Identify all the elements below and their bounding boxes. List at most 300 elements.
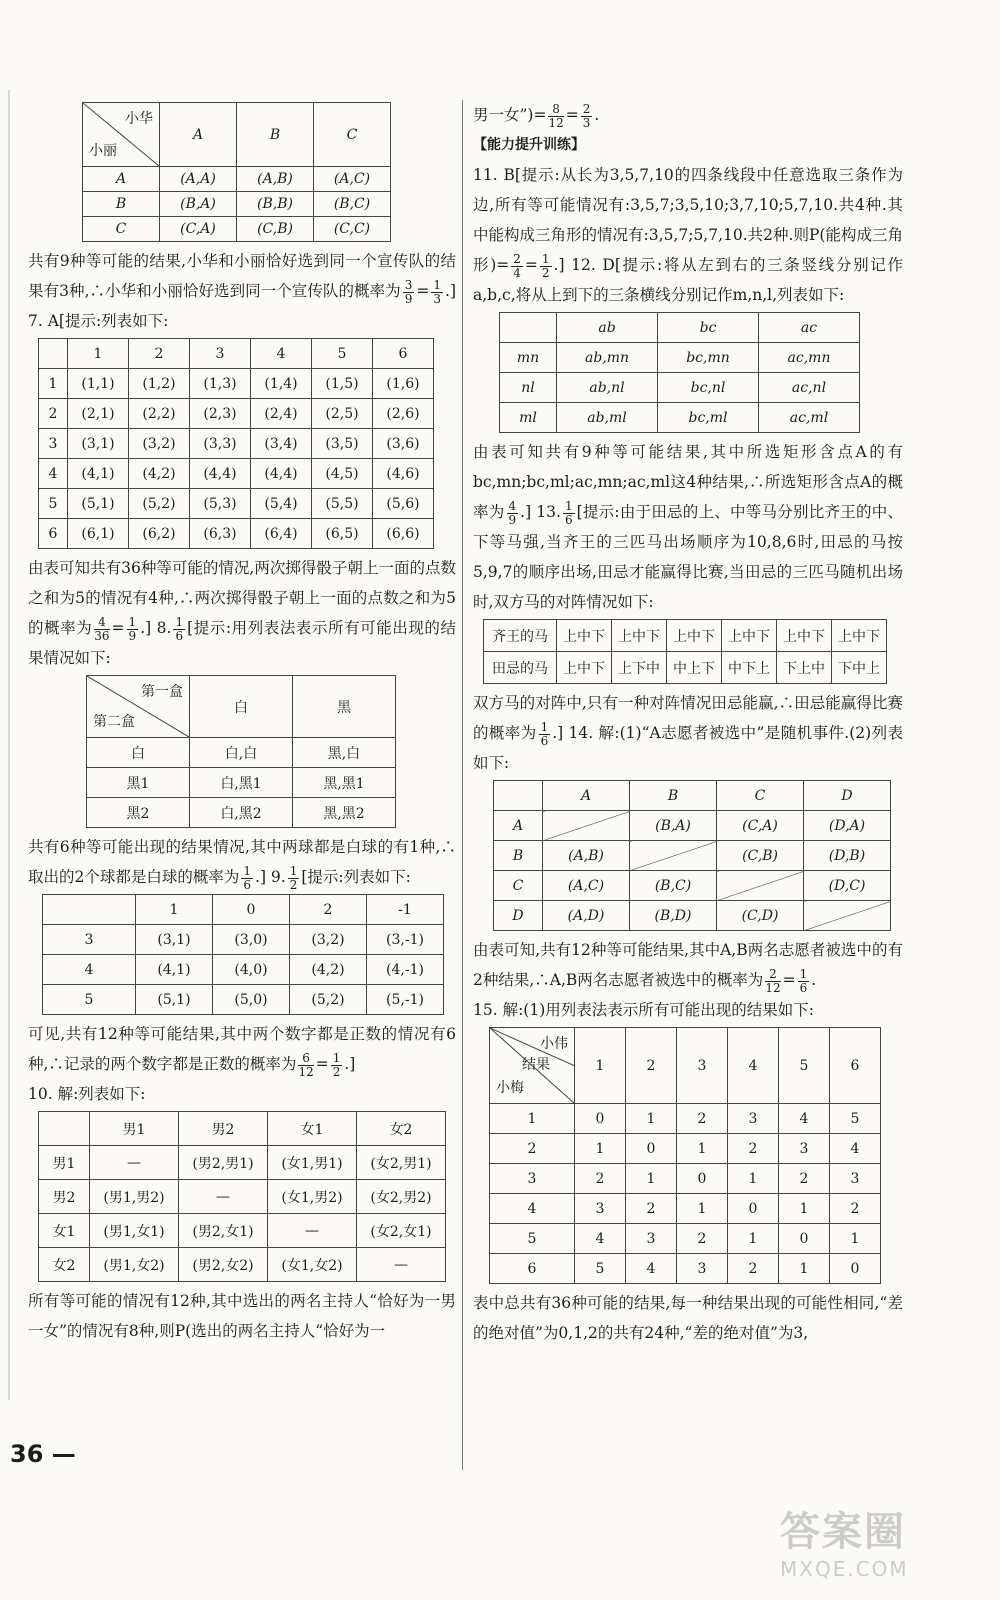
table-cell: (3,0): [213, 925, 290, 955]
row-header: nl: [500, 373, 557, 403]
text: .] 9.: [255, 868, 286, 886]
table-cell: 0: [575, 1104, 626, 1134]
table-row: [39, 1146, 446, 1180]
table-cell: 黑,白: [293, 738, 396, 768]
column-header: 2: [129, 339, 190, 369]
table-row: [43, 955, 444, 985]
table-cell: 2: [830, 1194, 881, 1224]
row-header: 3: [490, 1164, 575, 1194]
table-cell: (A,D): [543, 901, 630, 931]
diagonal-header-cell: [87, 676, 190, 738]
numerator: 2: [582, 101, 591, 116]
table-cell: (C,D): [717, 901, 804, 931]
fraction: [241, 865, 253, 892]
table-row: [39, 1214, 446, 1248]
table-cell: ab,ml: [557, 403, 658, 433]
denominator: 9: [404, 291, 413, 306]
table-row: [494, 811, 891, 841]
table-cell: (女1,男2): [268, 1180, 357, 1214]
table-cell: (1,5): [312, 369, 373, 399]
fraction: [431, 279, 443, 306]
fraction: [765, 968, 780, 995]
paragraph-q15-intro: 15. 解:(1)用列表法表示所有可能出现的结果如下:: [473, 1001, 814, 1019]
table-cell: (2,6): [373, 399, 434, 429]
table-cell: 1: [830, 1224, 881, 1254]
denominator: 4: [513, 265, 521, 280]
equals: =: [315, 1055, 329, 1073]
table-cell: (3,6): [373, 429, 434, 459]
row-header: 男2: [39, 1180, 90, 1214]
table-cell: (4,-1): [367, 955, 444, 985]
table-cell: (5,3): [190, 489, 251, 519]
table-cell: 1: [779, 1194, 830, 1224]
table-row: [39, 399, 434, 429]
column-header: A: [543, 781, 630, 811]
denominator: 12: [765, 980, 781, 995]
table-cell: 1: [575, 1134, 626, 1164]
table-cell: 白,黑1: [190, 768, 293, 798]
table-cell: ac,nl: [759, 373, 860, 403]
table-cell: (4,1): [68, 459, 129, 489]
header-bottom-label: 小梅: [496, 1080, 524, 1096]
diagonal-cell: [543, 811, 630, 841]
text: 可见,共有12种等可能结果,其中两个数字都是正数的情况有6种,∴记录的两个数字都是正数的概率为: [28, 1025, 456, 1073]
text: .] 7. A[提示:列表如下:: [28, 282, 456, 330]
table-cell: (2,4): [251, 399, 312, 429]
column-header: ac: [759, 313, 860, 343]
table-row: [500, 343, 860, 373]
table-numbers: [42, 894, 444, 1015]
text: 由表可知共有36种等可能的情况,两次掷得骰子朝上一面的点数之和为5的情况有4种,∴两次掷得骰子朝上一面的点数之和为5的概率为: [28, 559, 456, 637]
table-cell: (男1,男2): [90, 1180, 179, 1214]
column-header: 男1: [90, 1112, 179, 1146]
table-cell: 上中下: [557, 652, 612, 684]
row-header: 齐王的马: [484, 620, 557, 652]
paragraph-q10-result: [473, 100, 903, 130]
table-cell: ab,mn: [557, 343, 658, 373]
table-row: [83, 167, 391, 192]
column-header: 5: [779, 1028, 830, 1104]
table-cell: 上中下: [557, 620, 612, 652]
row-header: 2: [39, 399, 68, 429]
fraction: [581, 103, 593, 130]
diagonal-header-cell: [83, 103, 160, 167]
table-cell: (B,C): [314, 192, 391, 217]
column-header: 黑: [293, 676, 396, 738]
text: 共有9种等可能的结果,小华和小丽恰好选到同一个宣传队的结果有3种,∴小华和小丽恰好选到同一个宣传队的概率为: [28, 252, 456, 300]
table-cell: 4: [575, 1224, 626, 1254]
table-cell: (女1,男1): [268, 1146, 357, 1180]
row-header: 1: [39, 369, 68, 399]
denominator: 12: [298, 1064, 314, 1079]
table-row: [43, 925, 444, 955]
row-header: 6: [39, 519, 68, 549]
table-cell: 黑,黑1: [293, 768, 396, 798]
column-header: 2: [290, 895, 367, 925]
table-cell: 上中下: [777, 620, 832, 652]
fraction: [507, 500, 519, 527]
table-cell: 1: [728, 1164, 779, 1194]
table-cell: (3,1): [68, 429, 129, 459]
table-cell: bc,ml: [658, 403, 759, 433]
table-cell: 1: [626, 1104, 677, 1134]
table-row: [490, 1134, 881, 1164]
fraction: [331, 1052, 343, 1079]
column-header: 3: [190, 339, 251, 369]
column-header: B: [630, 781, 717, 811]
table-row: [39, 459, 434, 489]
table-row: [87, 738, 396, 768]
corner-cell: [500, 313, 557, 343]
table-row: [39, 369, 434, 399]
table-cell: 2: [677, 1104, 728, 1134]
table-cell: 3: [575, 1194, 626, 1224]
table-cell: (男2,女2): [179, 1248, 268, 1282]
table-cell: 3: [728, 1104, 779, 1134]
table-cell: 1: [779, 1254, 830, 1284]
table-row: [490, 1164, 881, 1194]
table-cell: 1: [677, 1194, 728, 1224]
text: .] 13.: [520, 503, 561, 521]
table-cell: (1,2): [129, 369, 190, 399]
table-cell: (4,4): [251, 459, 312, 489]
corner-cell: [39, 1112, 90, 1146]
fraction: [173, 616, 185, 643]
row-header: 女1: [39, 1214, 90, 1248]
text: .]: [344, 1055, 356, 1073]
table-cell: (6,3): [190, 519, 251, 549]
numerator: 1: [175, 614, 184, 629]
column-header: 1: [136, 895, 213, 925]
text: [提示:用列表法表示所有可能出现的结果情况如下:: [28, 619, 456, 667]
table-cell: 3: [626, 1224, 677, 1254]
paragraph-q10-answer: 所有等可能的情况有12种,其中选出的两名主持人“恰好为一男一女”的情况有8种,则P(选出的两名主持人“恰好为一: [28, 1292, 456, 1340]
table-row: [87, 798, 396, 828]
row-header: B: [494, 841, 543, 871]
table-cell: 下上中: [777, 652, 832, 684]
table-row: [43, 985, 444, 1015]
table-cell: —: [357, 1248, 446, 1282]
fraction: [548, 103, 563, 130]
column-header: 6: [830, 1028, 881, 1104]
table-cell: (3,2): [129, 429, 190, 459]
table-cell: 白,黑2: [190, 798, 293, 828]
page-number: 36 —: [10, 1440, 76, 1468]
table-hosts: [38, 1111, 446, 1282]
table-cell: (C,C): [314, 217, 391, 242]
table-cell: (4,1): [136, 955, 213, 985]
text: 由表可知,共有12种等可能结果,其中A,B两名志愿者被选中的有2种结果,∴A,B两名志愿者被选中的概率为: [473, 941, 903, 989]
row-header: 黑2: [87, 798, 190, 828]
table-cell: (A,C): [543, 871, 630, 901]
table-cell: (男1,女1): [90, 1214, 179, 1248]
table-cell: (A,B): [543, 841, 630, 871]
table-cell: (3,1): [136, 925, 213, 955]
column-header: 1: [68, 339, 129, 369]
table-cell: (D,B): [804, 841, 891, 871]
table-row: [83, 217, 391, 242]
equals: =: [565, 106, 579, 124]
column-header: 4: [251, 339, 312, 369]
table-cell: (男2,女1): [179, 1214, 268, 1248]
column-header: 0: [213, 895, 290, 925]
fraction: [798, 968, 810, 995]
table-row: [494, 871, 891, 901]
table-cell: (2,5): [312, 399, 373, 429]
table-cell: (D,C): [804, 871, 891, 901]
corner-cell: [39, 339, 68, 369]
table-cell: (5,6): [373, 489, 434, 519]
numerator: 1: [541, 251, 550, 266]
table-cell: (女2,男2): [357, 1180, 446, 1214]
denominator: 2: [541, 265, 550, 280]
column-header: 男2: [179, 1112, 268, 1146]
table-cell: (6,6): [373, 519, 434, 549]
fraction: [298, 1052, 313, 1079]
table-cell: C: [83, 217, 160, 242]
column-header: bc: [658, 313, 759, 343]
table-cell: 1: [626, 1164, 677, 1194]
table-cell: 3: [677, 1254, 728, 1284]
denominator: 2: [332, 1064, 341, 1079]
text: .] 8.: [140, 619, 172, 637]
table-cell: (1,3): [190, 369, 251, 399]
table-cell: ab,nl: [557, 373, 658, 403]
table-cell: 上中下: [667, 620, 722, 652]
table-cell: (2,3): [190, 399, 251, 429]
equals: =: [524, 256, 538, 274]
fraction: [511, 253, 523, 280]
denominator: 6: [175, 628, 184, 643]
numerator: 3: [404, 277, 413, 292]
row-header: 白: [87, 738, 190, 768]
row-header: 6: [490, 1254, 575, 1284]
paragraph-q11-q12: [473, 160, 903, 310]
paragraph-q15-answer: 表中总共有36种可能的结果,每一种结果出现的可能性相同,“差的绝对值”为0,1,2的共有24种,“差的绝对值”为3,: [473, 1294, 903, 1342]
table-cell: (3,3): [190, 429, 251, 459]
table-cell: ac,mn: [759, 343, 860, 373]
watermark-url: MXQE.COM: [780, 1557, 909, 1581]
table-row: [83, 192, 391, 217]
table-horses: [483, 619, 887, 684]
table-cell: ac,ml: [759, 403, 860, 433]
row-header: A: [494, 811, 543, 841]
table-cell: (B,C): [630, 871, 717, 901]
header-top-label: 小华: [125, 111, 153, 127]
table-cell: (B,B): [237, 192, 314, 217]
text: 男一女”)=: [473, 106, 547, 124]
numerator: 1: [243, 863, 252, 878]
table-cell: bc,mn: [658, 343, 759, 373]
fraction: [403, 279, 415, 306]
table-cell: 4: [626, 1254, 677, 1284]
table-cell: 上中下: [722, 620, 777, 652]
column-header: B: [237, 103, 314, 167]
column-header: 6: [373, 339, 434, 369]
table-cell: 2: [779, 1164, 830, 1194]
equals: =: [416, 282, 430, 300]
table-cell: 0: [677, 1164, 728, 1194]
paragraph-q9-answer: [28, 1019, 456, 1079]
numerator: 1: [433, 277, 442, 292]
table-cell: 3: [830, 1164, 881, 1194]
table-row: [39, 429, 434, 459]
table-row: [39, 1180, 446, 1214]
row-header: 女2: [39, 1248, 90, 1282]
numerator: 1: [128, 614, 137, 629]
table-cell: 黑,黑2: [293, 798, 396, 828]
row-header: 2: [490, 1134, 575, 1164]
denominator: 6: [243, 877, 252, 892]
row-header: 黑1: [87, 768, 190, 798]
numerator: 1: [799, 966, 808, 981]
table-cell: 1: [677, 1134, 728, 1164]
table-cell: (3,5): [312, 429, 373, 459]
page-edge-shadow: [8, 90, 10, 1400]
table-dice: [38, 338, 434, 549]
row-header: 田忌的马: [484, 652, 557, 684]
text: 共有6种等可能出现的结果情况,其中两球都是白球的有1种,∴取出的2个球都是白球的概率为: [28, 838, 456, 886]
diagonal-cell: [717, 871, 804, 901]
numerator: 1: [540, 719, 549, 734]
denominator: 3: [433, 291, 442, 306]
table-rectangles: [499, 312, 860, 433]
table-xiaohua-xiaoli: [82, 102, 391, 242]
table-cell: (5,1): [68, 489, 129, 519]
table-cell: (3,-1): [367, 925, 444, 955]
table-row: [490, 1254, 881, 1284]
table-row: [500, 373, 860, 403]
table-cell: (1,4): [251, 369, 312, 399]
table-cell: 0: [626, 1134, 677, 1164]
column-header: 2: [626, 1028, 677, 1104]
table-cell: 上下中: [612, 652, 667, 684]
table-cell: (A,A): [160, 167, 237, 192]
table-cell: (男1,女2): [90, 1248, 179, 1282]
table-row: [39, 1248, 446, 1282]
table-cell: 4: [830, 1134, 881, 1164]
table-cell: 中上下: [667, 652, 722, 684]
row-header: D: [494, 901, 543, 931]
text: [提示:列表如下:: [301, 868, 411, 886]
table-cell: (A,C): [314, 167, 391, 192]
column-header: C: [717, 781, 804, 811]
table-row: [484, 652, 887, 684]
table-cell: (D,A): [804, 811, 891, 841]
column-header: ab: [557, 313, 658, 343]
paragraph-q8-answer: [28, 832, 456, 892]
table-cell: (5,5): [312, 489, 373, 519]
text: 11. B[提示:从长为3,5,7,10的四条线段中任意选取三条作为边,所有等可能情况有:3,5,7;3,5,10;3,7,10;5,7,10.共4种.其中能构成三角形的情况有:3,5,7;5,7,10.共2种.则P(能构成三角形)=: [473, 166, 903, 274]
table-cell: 2: [575, 1164, 626, 1194]
denominator: 6: [799, 980, 808, 995]
header-bottom-label: 小丽: [89, 143, 117, 159]
row-header: 3: [43, 925, 136, 955]
table-cell: (5,4): [251, 489, 312, 519]
table-cell: bc,nl: [658, 373, 759, 403]
row-header: C: [494, 871, 543, 901]
numerator: 1: [332, 1050, 341, 1065]
numerator: 4: [94, 616, 109, 630]
watermark-text: 答案圈: [780, 1508, 906, 1555]
header-top-label: 第一盒: [141, 684, 183, 700]
text: 双方马的对阵中,只有一种对阵情况田忌能赢,∴田忌能赢得比赛的概率为: [473, 694, 903, 742]
column-header: 女2: [357, 1112, 446, 1146]
table-cell: 下中上: [832, 652, 887, 684]
table-cell: (2,2): [129, 399, 190, 429]
row-header: 男1: [39, 1146, 90, 1180]
table-cell: (4,2): [290, 955, 367, 985]
text: .: [811, 971, 817, 989]
table-cell: (女1,女2): [268, 1248, 357, 1282]
column-header: 白: [190, 676, 293, 738]
paragraph-q14-answer: [473, 935, 903, 995]
table-row: [500, 403, 860, 433]
header-mid-label: 结果: [522, 1057, 550, 1073]
denominator: 2: [289, 877, 298, 892]
numerator: 2: [513, 251, 521, 266]
table-row: [39, 519, 434, 549]
table-cell: (A,B): [237, 167, 314, 192]
column-header: C: [314, 103, 391, 167]
table-cell: —: [90, 1146, 179, 1180]
table-cell: 0: [779, 1224, 830, 1254]
denominator: 6: [540, 733, 549, 748]
equals: =: [111, 619, 125, 637]
corner-cell: [43, 895, 136, 925]
table-cell: (6,1): [68, 519, 129, 549]
table-cell: (3,2): [290, 925, 367, 955]
paragraph-q6-answer: [28, 246, 456, 336]
table-cell: (5,0): [213, 985, 290, 1015]
table-cell: (男2,男1): [179, 1146, 268, 1180]
denominator: 9: [508, 512, 517, 527]
section-heading: 【能力提升训练】: [473, 137, 585, 153]
diagonal-cell: [804, 901, 891, 931]
column-header: 5: [312, 339, 373, 369]
row-header: 5: [39, 489, 68, 519]
table-cell: (6,2): [129, 519, 190, 549]
table-row: [490, 1104, 881, 1134]
numerator: 6: [298, 1052, 313, 1066]
table-cell: —: [179, 1180, 268, 1214]
denominator: 36: [94, 628, 110, 643]
table-row: [490, 1224, 881, 1254]
table-cell: (1,6): [373, 369, 434, 399]
column-divider: [462, 100, 463, 1470]
fraction: [539, 721, 551, 748]
table-cell: 0: [830, 1254, 881, 1284]
row-header: 4: [43, 955, 136, 985]
table-cell: (B,A): [160, 192, 237, 217]
table-cell: 上中下: [832, 620, 887, 652]
table-cell: 5: [575, 1254, 626, 1284]
column-header: 3: [677, 1028, 728, 1104]
table-differences: [489, 1027, 881, 1284]
table-cell: (B,A): [630, 811, 717, 841]
table-cell: 4: [779, 1104, 830, 1134]
table-row: [484, 620, 887, 652]
table-cell: 0: [728, 1194, 779, 1224]
numerator: 1: [289, 863, 298, 878]
table-cell: (5,2): [290, 985, 367, 1015]
row-header: 4: [490, 1194, 575, 1224]
table-cell: (3,4): [251, 429, 312, 459]
paragraph-q7-answer: [28, 553, 456, 673]
table-row: [494, 901, 891, 931]
table-cell: 2: [728, 1134, 779, 1164]
table-cell: (女2,女1): [357, 1214, 446, 1248]
